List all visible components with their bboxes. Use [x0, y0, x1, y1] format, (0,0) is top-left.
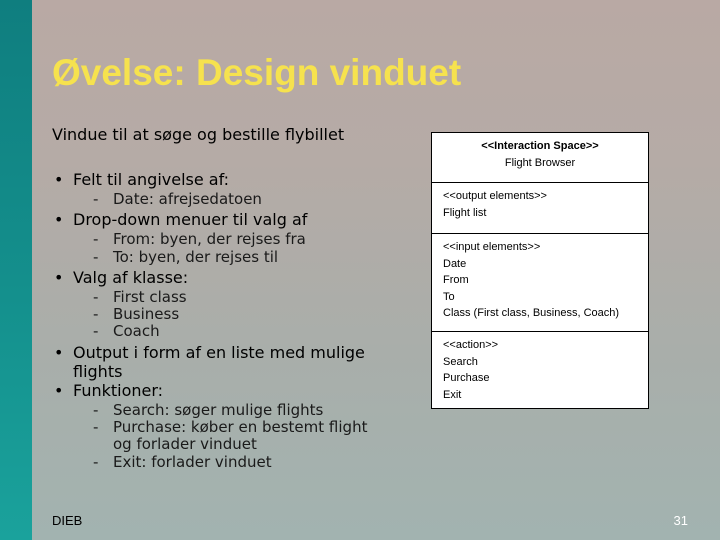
uml-header-box: [431, 132, 649, 183]
sub-list: [93, 402, 382, 471]
sub-text: Purchase: køber en bestemt flight og forlader vinduet: [113, 418, 368, 454]
bullet-item: [52, 343, 382, 381]
sub-text: Business: [113, 305, 180, 324]
dash-icon: -: [93, 287, 99, 306]
bullet-dot-icon: •: [54, 170, 64, 189]
sub-item: [93, 402, 382, 419]
bullet-dot-icon: •: [54, 210, 64, 230]
sub-item: [93, 454, 382, 471]
sub-text: First class: [113, 287, 187, 306]
sub-list: [93, 289, 382, 341]
uml-input-item: From: [443, 274, 469, 287]
uml-action-item: Exit: [443, 388, 462, 401]
bullet-dot-icon: •: [54, 342, 64, 362]
dash-icon: -: [93, 418, 99, 437]
sub-item: [93, 306, 382, 323]
uml-input-item: To: [443, 290, 455, 303]
uml-output-stereotype: <<output elements>>: [443, 190, 547, 202]
bullet-text: Valg af klasse:: [73, 267, 189, 287]
sub-text: Search: søger mulige flights: [113, 400, 324, 419]
uml-output-item: Flight list: [443, 206, 487, 219]
uml-output-box: [431, 182, 649, 234]
uml-action-stereotype: <<action>>: [443, 339, 499, 351]
uml-action-box: [431, 331, 649, 409]
uml-input-item: Class (First class, Business, Coach): [443, 307, 620, 320]
dash-icon: -: [93, 322, 99, 341]
sub-list: [93, 191, 382, 208]
bullet-dot-icon: •: [54, 380, 64, 400]
bullet-item: [52, 170, 382, 208]
uml-action-item: Purchase: [443, 372, 490, 385]
sub-item: [93, 249, 382, 266]
dash-icon: -: [93, 305, 99, 324]
page-number: 31: [673, 513, 688, 528]
sub-list: [93, 231, 382, 266]
bullet-text: Felt til angivelse af:: [73, 170, 230, 189]
uml-input-stereotype: <<input elements>>: [443, 241, 541, 253]
bullet-text: Output i form af en liste med mulige flights: [73, 342, 365, 381]
bullet-text: Funktioner:: [73, 380, 164, 400]
sub-text: To: byen, der rejses til: [113, 247, 279, 266]
uml-input-box: [431, 233, 649, 332]
intro-text: Vindue til at søge og bestille flybillet: [52, 125, 345, 144]
sub-text: From: byen, der rejses fra: [113, 230, 306, 249]
sub-item: [93, 323, 382, 340]
dash-icon: -: [93, 400, 99, 419]
bullet-item: [52, 381, 382, 471]
uml-header-name: Flight Browser: [504, 156, 576, 169]
dash-icon: -: [93, 230, 99, 249]
dash-icon: -: [93, 247, 99, 266]
sub-item: [93, 419, 382, 454]
uml-header-stereotype: <<Interaction Space>>: [481, 140, 599, 152]
sub-text: Coach: [113, 322, 160, 341]
slide-title: Øvelse: Design vinduet: [52, 52, 462, 93]
sub-item: [93, 289, 382, 306]
left-accent-bar: [0, 0, 32, 540]
footer-label: DIEB: [52, 513, 83, 528]
bullet-item: [52, 210, 382, 266]
bullet-list: [52, 170, 382, 473]
uml-action-item: Search: [443, 355, 478, 368]
sub-text: Date: afrejsedatoen: [113, 190, 262, 208]
uml-input-item: Date: [443, 257, 467, 270]
bullet-dot-icon: •: [54, 267, 64, 287]
sub-item: [93, 231, 382, 248]
sub-text: Exit: forlader vinduet: [113, 452, 272, 471]
dash-icon: -: [93, 190, 99, 208]
bullet-item: [52, 268, 382, 341]
dash-icon: -: [93, 452, 99, 471]
sub-item: [93, 191, 382, 208]
bullet-text: Drop-down menuer til valg af: [73, 210, 308, 230]
